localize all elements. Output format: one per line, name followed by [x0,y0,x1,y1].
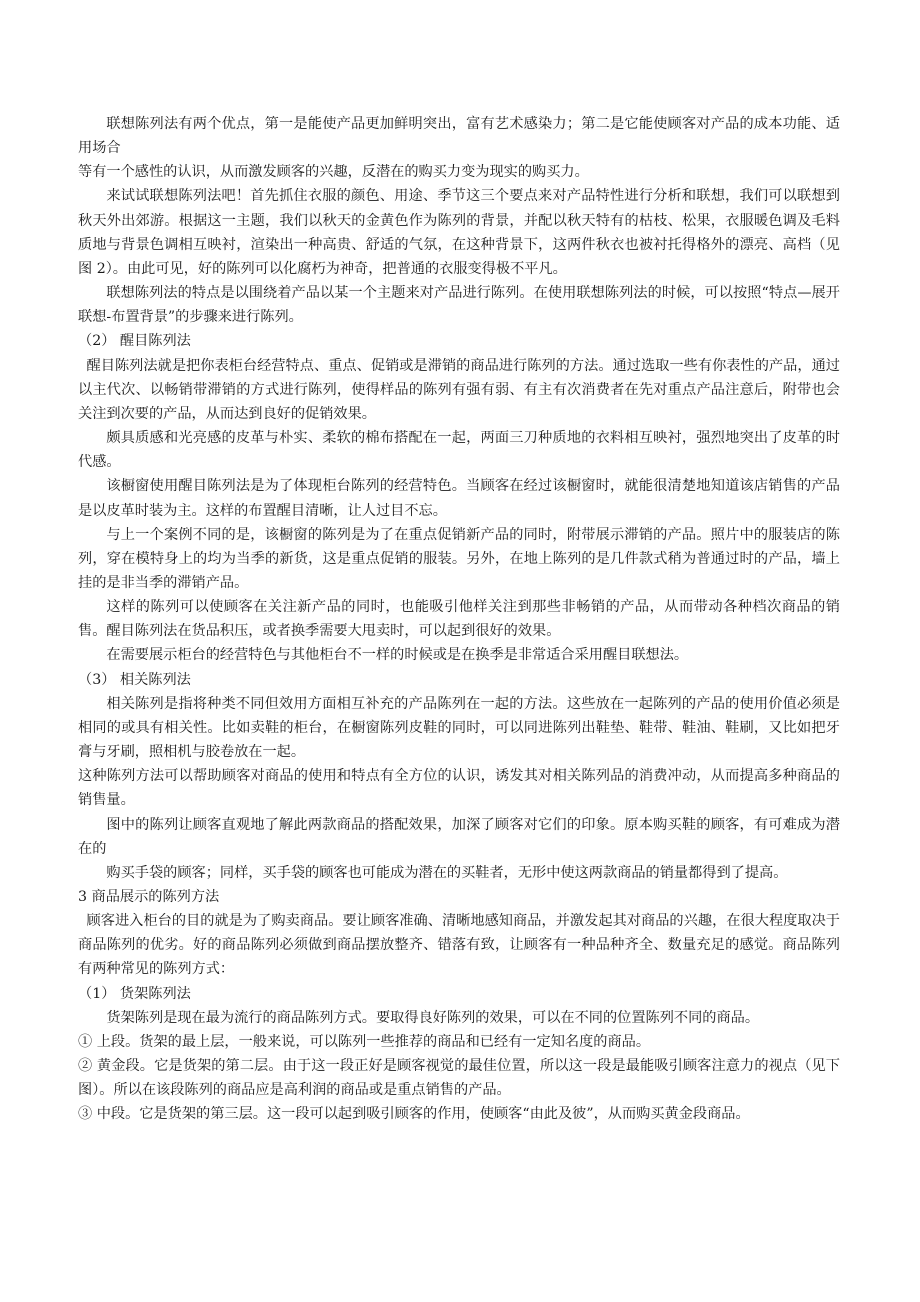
section-heading: 3 商品展示的陈列方法 [78,889,220,905]
paragraph: 这样的陈列可以使顾客在关注新产品的同时，也能吸引他样关注到那些非畅销的产品，从而带动各种档次商品的销售。醒目陈列法在货品积压，或者换季需要大甩卖时，可以起到很好的效果。 [78,599,840,640]
section-heading: （3） 相关陈列法 [78,671,191,688]
paragraph: 在需要展示柜台的经营特色与其他柜台不一样的时候或是在换季是非常适合采用醒目联想法。 [106,647,689,664]
paragraph: 醒目陈列法就是把你表柜台经营特点、重点、促销或是滞销的商品进行陈列的方法。通过选取一些有你表性的产品，通过以主代次、以畅销带滞销的方式进行陈列，使得样品的陈列有强有弱、有主有次消费者在先对重点产品注意后，附带也会关注到次要的产品，从而达到良好的促销效果。 [78,357,840,422]
paragraph: 图中的陈列让顾客直观地了解此两款商品的搭配效果，加深了顾客对它们的印象。原本购买鞋的顾客，有可难成为潜在的 [78,816,840,857]
paragraph: 联想陈列法有两个优点，第一是能使产品更加鲜明突出，富有艺术感染力；第二是它能使顾客对产品的成本功能、适用场合 [78,116,840,157]
paragraph: 这种陈列方法可以帮助顾客对商品的使用和特点有全方位的认识，诱发其对相关陈列品的消费冲动，从而提高多种商品的销售量。 [78,768,840,809]
paragraph: 与上一个案例不同的是，该橱窗的陈列是为了在重点促销新产品的同时，附带展示滞销的产品。照片中的服装店的陈列，穿在模特身上的均为当季的新货，这是重点促销的服装。另外，在地上陈列的是几件款式稍为普通过时的产品，墙上挂的是非当季的滞销产品。 [78,526,840,591]
document-body [78,112,840,1127]
paragraph: 颇具质感和光亮感的皮革与朴实、柔软的棉布搭配在一起，两面三刀种质地的衣料相互映衬，强烈地突出了皮革的时代感。 [78,430,840,471]
paragraph: 来试试联想陈列法吧！首先抓住衣服的颜色、用途、季节这三个要点来对产品特性进行分析和联想，我们可以联想到秋天外出郊游。根据这一主题，我们以秋天的金黄色作为陈列的背景，并配以秋天特有的枯枝、松果，衣服暖色调及毛料质地与背景色调相互映衬，渲染出一种高贵、舒适的气氛，在这种背景下，这两件秋衣也被衬托得格外的漂亮、高档（见图 2）。由此可见，好的陈列可以化腐朽为神奇，把普通的衣服变得极不平凡。 [78,188,840,277]
paragraph: ③ 中段。它是货架的第三层。这一段可以起到吸引顾客的作用，使顾客“由此及彼”，从而购买黄金段商品。 [78,1106,750,1123]
paragraph: ② 黄金段。它是货架的第二层。由于这一段正好是顾客视觉的最佳位置，所以这一段是最能吸引顾客注意力的视点（见下图）。所以在该段陈列的商品应是高利润的商品或是重点销售的产品。 [78,1058,840,1099]
paragraph: 该橱窗使用醒目陈列法是为了体现柜台陈列的经营特色。当顾客在经过该橱窗时，就能很清楚地知道该店销售的产品是以皮革时装为主。这样的布置醒目清晰，让人过目不忘。 [78,478,840,519]
paragraph: 顾客进入柜台的目的就是为了购卖商品。要让顾客准确、清晰地感知商品，并激发起其对商品的兴趣，在很大程度取决于商品陈列的优劣。好的商品陈列必须做到商品摆放整齐、错落有致，让顾客有一种品种齐全、数量充足的感觉。商品陈列有两种常见的陈列方式： [78,913,840,978]
section-heading: （2） 醒目陈列法 [78,333,191,350]
paragraph: 等有一个感性的认识，从而激发顾客的兴趣，反潜在的购买力变为现实的购买力。 [78,164,589,181]
paragraph: 货架陈列是现在最为流行的商品陈列方式。要取得良好陈列的效果，可以在不同的位置陈列不同的商品。 [106,1009,760,1026]
paragraph: 购买手袋的顾客；同样，买手袋的顾客也可能成为潜在的买鞋者，无形中使这两款商品的销量都得到了提高。 [106,864,788,881]
paragraph: 相关陈列是指将种类不同但效用方面相互补充的产品陈列在一起的方法。这些放在一起陈列的产品的使用价值必须是相同的或具有相关性。比如卖鞋的柜台，在橱窗陈列皮鞋的同时，可以同进陈列出鞋垫、鞋带、鞋油、鞋刷，又比如把牙膏与牙刷，照相机与胶卷放在一起。 [78,695,840,761]
section-heading: （1） 货架陈列法 [78,985,191,1002]
paragraph: 联想陈列法的特点是以围绕着产品以某一个主题来对产品进行陈列。在使用联想陈列法的时候，可以按照“特点—展开联想-布置背景”的步骤来进行陈列。 [78,285,840,326]
paragraph: ① 上段。货架的最上层，一般来说，可以陈列一些推荐的商品和已经有一定知名度的商品。 [78,1033,651,1050]
